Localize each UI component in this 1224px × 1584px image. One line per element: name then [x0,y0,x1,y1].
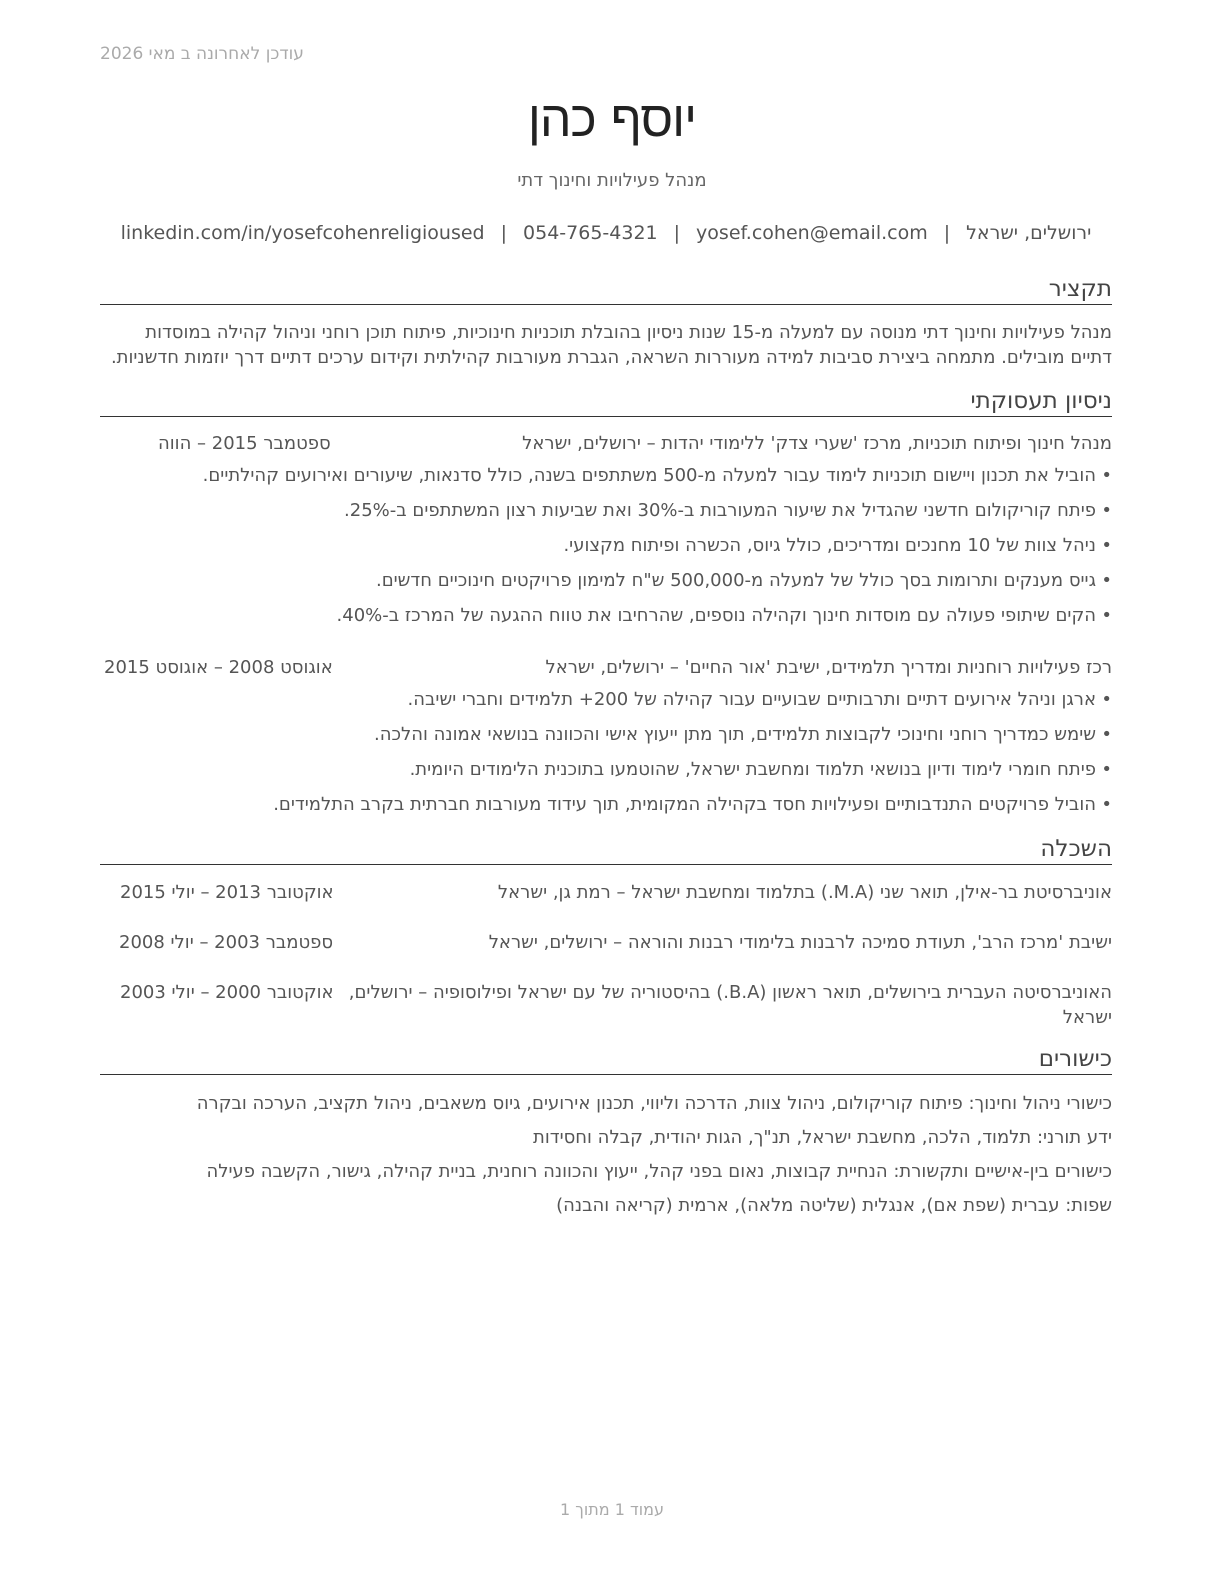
list-item: • שימש כמדריך רוחני וחינוכי לקבוצות תלמידים, תוך מתן ייעוץ אישי והכוונה בנושאי אמונה והלכה. [100,723,1096,758]
contact-separator: | [943,222,951,244]
education-institution: ישיבת 'מרכז הרב', תעודת סמיכה לרבנות בלימודי רבנות והוראה – ירושלים, ישראל [488,932,1112,953]
list-item: • ארגן וניהל אירועים דתיים ותרבותיים שבועיים עבור קהילה של 200+ תלמידים וחברי ישיבה. [100,688,1096,723]
contact-separator: | [673,222,681,244]
experience-heading: ניסיון תעסוקתי [100,386,1112,417]
skills-list [100,1092,1112,1228]
list-item: • הוביל את תכנון ויישום תוכניות לימוד עבור למעלה מ-500 משתתפים בשנה, כולל סדנאות, שיעורים ואירועים קהילתיים. [100,464,1096,499]
education-institution: אוניברסיטת בר-אילן, תואר שני (M.A.) בתלמוד ומחשבת ישראל – רמת גן, ישראל [497,882,1112,903]
list-item: • ניהל צוות של 10 מחנכים ומדריכים, כולל גיוס, הכשרה ופיתוח מקצועי. [100,534,1096,569]
job-role: רכז פעילויות רוחניות ומדריך תלמידים, ישיבת 'אור החיים' – ירושלים, ישראל [545,657,1112,678]
job-bullets [100,464,1096,639]
contact-separator: | [500,222,508,244]
contact-line [100,222,1112,244]
education-institution: האוניברסיטה העברית בירושלים, תואר ראשון (B.A.) בהיסטוריה של עם ישראל ופילוסופיה – ירושלים, ישראל [348,982,1112,1028]
list-item: • פיתח חומרי לימוד ודיון בנושאי תלמוד ומחשבת ישראל, שהוטמעו בתוכנית הלימודים היומית. [100,758,1096,793]
job-bullets [100,688,1096,828]
education-dates: אוקטובר 2013 – יולי 2015 [120,882,334,903]
job-header [100,656,1112,680]
page-number: עמוד 1 מתוך 1 [560,1500,664,1519]
education-heading: השכלה [100,834,1112,865]
job-header [100,432,1112,456]
education-item [100,980,1112,1030]
list-item: ידע תורני: תלמוד, הלכה, מחשבת ישראל, תנ"ך, הגות יהודית, קבלה וחסידות [533,1127,1112,1148]
list-item: • פיתח קוריקולום חדשני שהגדיל את שיעור המעורבות ב-30% ואת שביעות רצון המשתתפים ב-25%. [100,499,1096,534]
job-dates: ספטמבר 2015 – הווה [158,433,331,454]
list-item: • הוביל פרויקטים התנדבותיים ופעילויות חסד בקהילה המקומית, תוך עידוד מעורבות חברתית בקרב התלמידים. [100,793,1096,828]
education-item [100,930,1112,955]
candidate-title: מנהל פעילויות וחינוך דתי [517,170,707,191]
contact-linkedin[interactable]: linkedin.com/in/yosefcohenreligioused [120,222,485,244]
contact-phone[interactable]: 054-765-4321 [523,222,658,244]
job-dates: אוגוסט 2008 – אוגוסט 2015 [104,657,333,678]
contact-email[interactable]: yosef.cohen@email.com [696,222,928,244]
list-item: כישורים בין-אישיים ותקשורת: הנחיית קבוצות, נאום בפני קהל, ייעוץ והכוונה רוחנית, בניית קהילה, גישור, הקשבה פעילה [206,1161,1112,1182]
contact-location: ירושלים, ישראל [966,222,1092,244]
summary-text: מנהל פעילויות וחינוך דתי מנוסה עם למעלה מ-15 שנות ניסיון בהובלת תוכניות חינוכיות, פיתוח תוכן רוחני וניהול קהילה במוסדות דתיים מובילים. מתמחה ביצירת סביבות למידה מעוררות השראה, הגברת מעורבות קהילתית וקידום ערכים דתיים דרך יוזמות חדשניות. [110,322,1112,368]
list-item: • הקים שיתופי פעולה עם מוסדות חינוך וקהילה נוספים, שהרחיבו את טווח ההגעה של המרכז ב-40%. [100,604,1096,639]
summary-heading: תקציר [100,274,1112,305]
education-dates: ספטמבר 2003 – יולי 2008 [119,932,334,953]
education-dates: אוקטובר 2000 – יולי 2003 [120,982,334,1003]
education-item [100,880,1112,905]
candidate-name: יוסף כהן [527,90,697,148]
list-item: • גייס מענקים ותרומות בסך כולל של למעלה מ-500,000 ש"ח למימון פרויקטים חינוכיים חדשים. [100,569,1096,604]
skills-heading: כישורים [100,1044,1112,1075]
last-updated: עודכן לאחרונה ב מאי 2026 [100,44,304,64]
list-item: שפות: עברית (שפת אם), אנגלית (שליטה מלאה), ארמית (קריאה והבנה) [556,1195,1112,1216]
job-role: מנהל חינוך ופיתוח תוכניות, מרכז 'שערי צדק' ללימודי יהדות – ירושלים, ישראל [522,433,1112,454]
list-item: כישורי ניהול וחינוך: פיתוח קוריקולום, ניהול צוות, הדרכה וליווי, תכנון אירועים, גיוס משאבים, ניהול תקציב, הערכה ובקרה [196,1093,1112,1114]
